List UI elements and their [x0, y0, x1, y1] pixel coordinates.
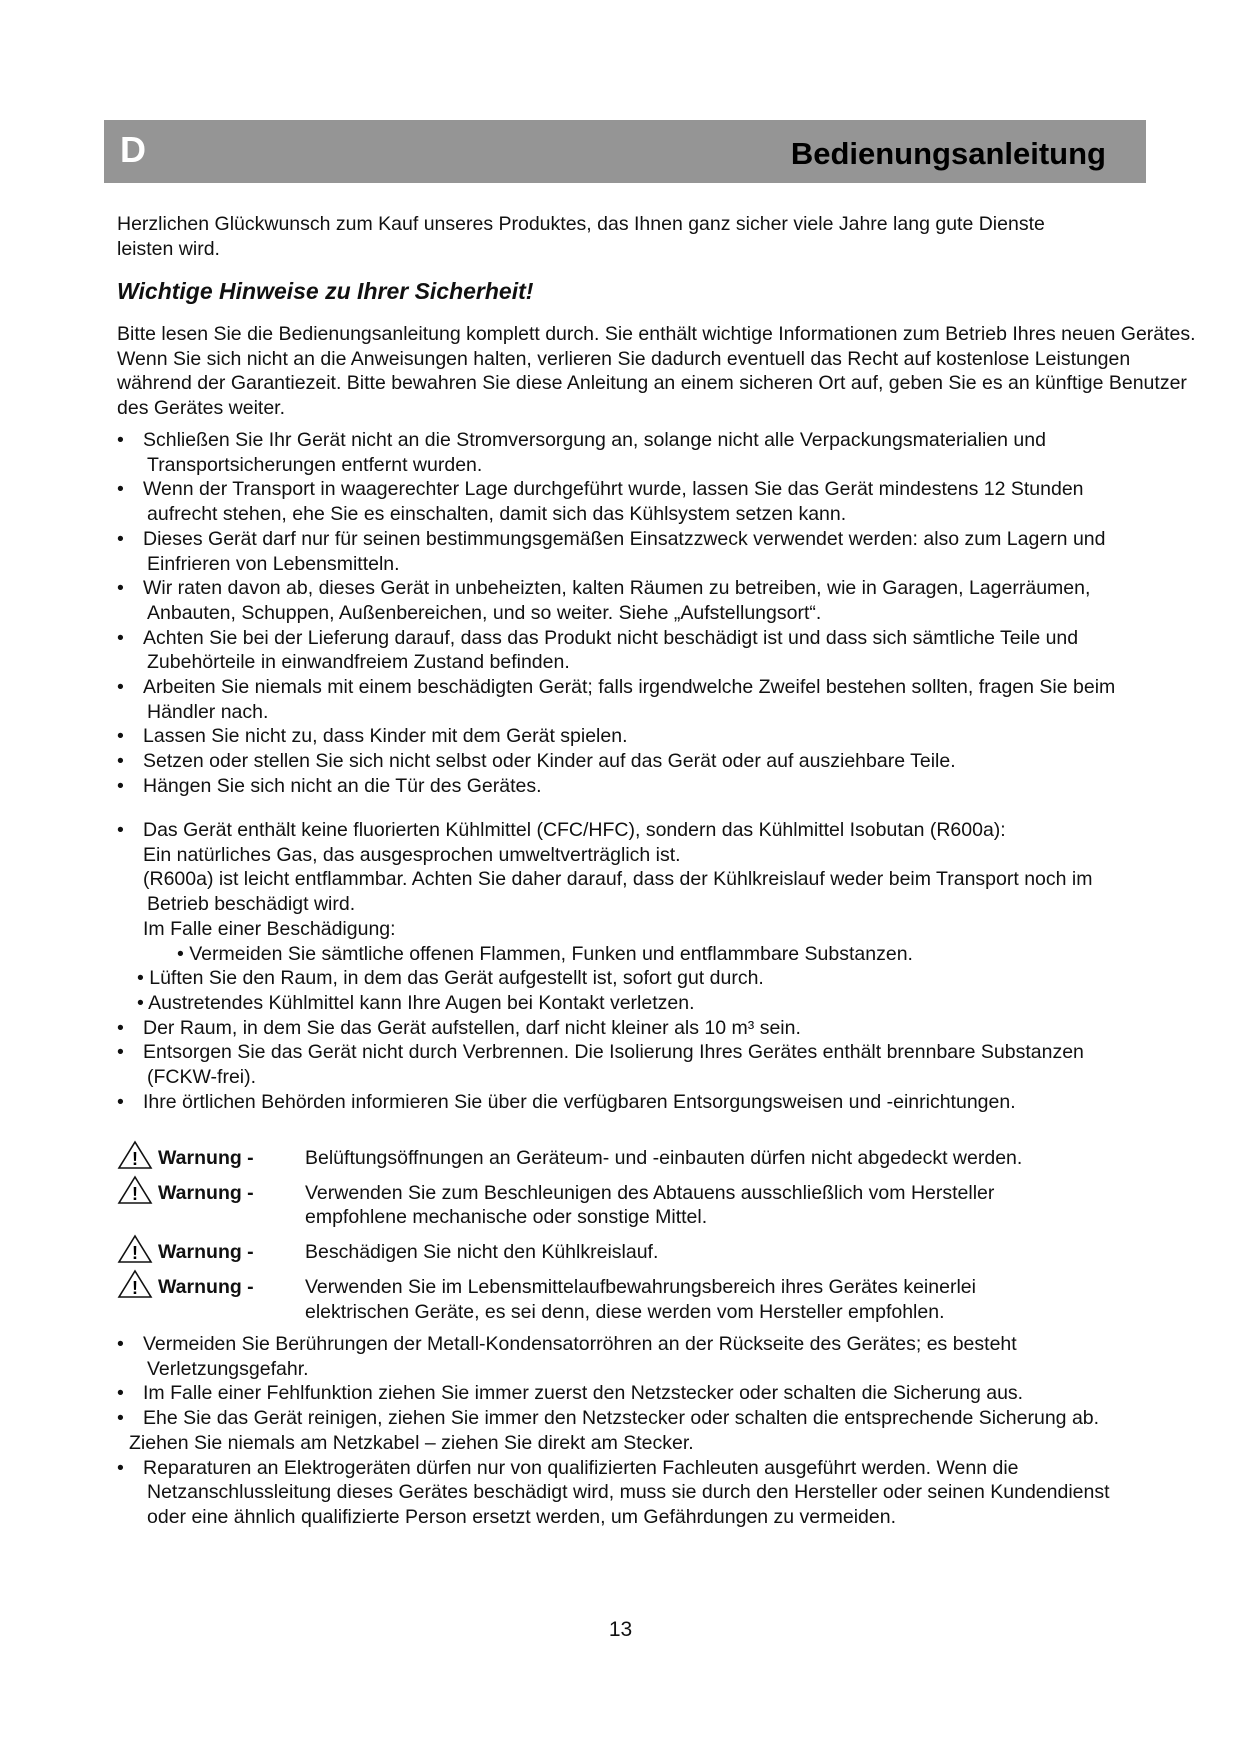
list-item: • Lassen Sie nicht zu, dass Kinder mit dem Gerät spielen.	[117, 725, 628, 748]
warning-triangle-icon	[117, 1140, 153, 1170]
list-item: • Setzen oder stellen Sie sich nicht selbst oder Kinder auf das Gerät oder auf ausziehbare Teile.	[117, 750, 956, 773]
warning-item: ! Warnung - Verwenden Sie im Lebensmittelaufbewahrungsbereich ihres Gerätes keinerlei elektrischen Geräte, es sei denn, diese werden vom Hersteller empfohlen.	[117, 1275, 1077, 1324]
sub-item: • Vermeiden Sie sämtliche offenen Flammen, Funken und entflammbare Substanzen.	[177, 942, 913, 965]
list-item: • Im Falle einer Fehlfunktion ziehen Sie immer zuerst den Netzstecker oder schalten die Sicherung aus.	[117, 1382, 1024, 1405]
list-item: • Wir raten davon ab, dieses Gerät in unbeheizten, kalten Räumen zu betreiben, wie in Garagen, Lagerräumen, Anbauten, Schuppen, Außenbereichen, und so weiter. Siehe „Aufstellungsort“.	[117, 577, 1091, 624]
language-letter: D	[120, 129, 146, 170]
warning-item: ! Warnung - Beschädigen Sie nicht den Kühlkreislauf.	[117, 1240, 1077, 1265]
bullet-list-1	[117, 428, 1137, 799]
refrigerant-section	[117, 818, 1147, 1114]
list-item: • Ihre örtlichen Behörden informieren Sie über die verfügbaren Entsorgungsweisen und -einrichtungen.	[117, 1090, 1016, 1113]
list-item: • Wenn der Transport in waagerechter Lage durchgeführt wurde, lassen Sie das Gerät mindestens 12 Stunden aufrecht stehen, ehe Sie es einschalten, damit sich das Kühlsystem setzen kann.	[117, 478, 1084, 526]
list-item: • Ehe Sie das Gerät reinigen, ziehen Sie immer den Netzstecker oder schalten die entsprechende Sicherung ab.	[117, 1407, 1100, 1430]
page-title: Bedienungsanleitung	[790, 136, 1106, 171]
intro-text: Herzlichen Glückwunsch zum Kauf unseres Produktes, das Ihnen ganz sicher viele Jahre lang gute Dienste leisten wird.	[117, 213, 1045, 260]
list-item: • Arbeiten Sie niemals mit einem beschädigten Gerät; falls irgendwelche Zweifel bestehen sollten, fragen Sie beim Händler nach.	[117, 676, 1116, 723]
svg-text:!: !	[132, 1149, 138, 1169]
page-number: 13	[608, 1618, 633, 1641]
plug-note: Ziehen Sie niemals am Netzkabel – ziehen Sie direkt am Stecker.	[129, 1431, 694, 1454]
svg-text:!: !	[132, 1277, 138, 1298]
list-item: • Das Gerät enthält keine fluorierten Kühlmittel (CFC/HFC), sondern das Kühlmittel Isobutan (R600a): Ein natürliches Gas, das ausgesprochen umweltverträglich ist. (R600a) ist leicht entflammbar. Achten Sie daher darauf, dass der Kühlkreislauf weder beim Transport noch im Betrieb beschädigt wird. Im Falle einer Beschädigung:	[117, 819, 1093, 940]
list-item: • Reparaturen an Elektrogeräten dürfen nur von qualifizierten Fachleuten ausgeführt werden. Wenn die Netzanschlussleitung dieses Gerätes beschädigt wird, muss sie durch den Hersteller oder seinen Kundendienst oder eine ähnlich qualifizierte Person ersetzt werden, um Gefährdungen zu vermeiden.	[117, 1456, 1110, 1528]
warning-item: ! Warnung - Belüftungsöffnungen an Geräteum- und -einbauten dürfen nicht abgedeckt werden.	[117, 1146, 1077, 1171]
list-item: • Schließen Sie Ihr Gerät nicht an die Stromversorgung an, solange nicht alle Verpackungsmaterialien und Transportsicherungen entfernt wurden.	[117, 429, 1046, 476]
section-header	[104, 120, 1146, 183]
list-item: • Hängen Sie sich nicht an die Tür des Gerätes.	[117, 774, 542, 797]
warning-triangle-icon	[117, 1269, 153, 1299]
svg-text:!: !	[132, 1183, 138, 1204]
warnings	[117, 1146, 1077, 1334]
list-item: • Achten Sie bei der Lieferung darauf, dass das Produkt nicht beschädigt ist und dass sich sämtliche Teile und Zubehörteile in einwandfreiem Zustand befinden.	[117, 626, 1079, 674]
warning-triangle-icon	[117, 1175, 153, 1205]
list-item: • Entsorgen Sie das Gerät nicht durch Verbrennen. Die Isolierung Ihres Gerätes enthält brennbare Substanzen (FCKW-frei).	[117, 1041, 1084, 1089]
sub-item: • Austretendes Kühlmittel kann Ihre Augen bei Kontakt verletzen.	[137, 991, 695, 1014]
bullet-list-3	[117, 1332, 1147, 1530]
safety-heading: Wichtige Hinweise zu Ihrer Sicherheit!	[117, 278, 534, 304]
list-item: • Der Raum, in dem Sie das Gerät aufstellen, darf nicht kleiner als 10 m³ sein.	[117, 1016, 801, 1039]
warning-triangle-icon	[117, 1234, 153, 1264]
list-item: • Vermeiden Sie Berührungen der Metall-Kondensatorröhren an der Rückseite des Gerätes; es besteht Verletzungsgefahr.	[117, 1333, 1017, 1380]
list-item: • Dieses Gerät darf nur für seinen bestimmungsgemäßen Einsatzzweck verwendet werden: also zum Lagern und Einfrieren von Lebensmitteln.	[117, 527, 1106, 575]
warning-item: ! Warnung - Verwenden Sie zum Beschleunigen des Abtauens ausschließlich vom Hersteller empfohlene mechanische oder sonstige Mittel.	[117, 1181, 1077, 1230]
svg-text:!: !	[132, 1243, 138, 1264]
intro-paragraph: Bitte lesen Sie die Bedienungsanleitung komplett durch. Sie enthält wichtige Informationen zum Betrieb Ihres neuen Gerätes. Wenn Sie sich nicht an die Anweisungen halten, verlieren Sie dadurch eventuell das Recht auf kostenlose Leistungen während der Garantiezeit. Bitte bewahren Sie diese Anleitung an einem sicheren Ort auf, geben Sie es an künftige Benutzer des Gerätes weiter.	[117, 323, 1196, 420]
sub-item: • Lüften Sie den Raum, in dem das Gerät aufgestellt ist, sofort gut durch.	[137, 967, 764, 990]
